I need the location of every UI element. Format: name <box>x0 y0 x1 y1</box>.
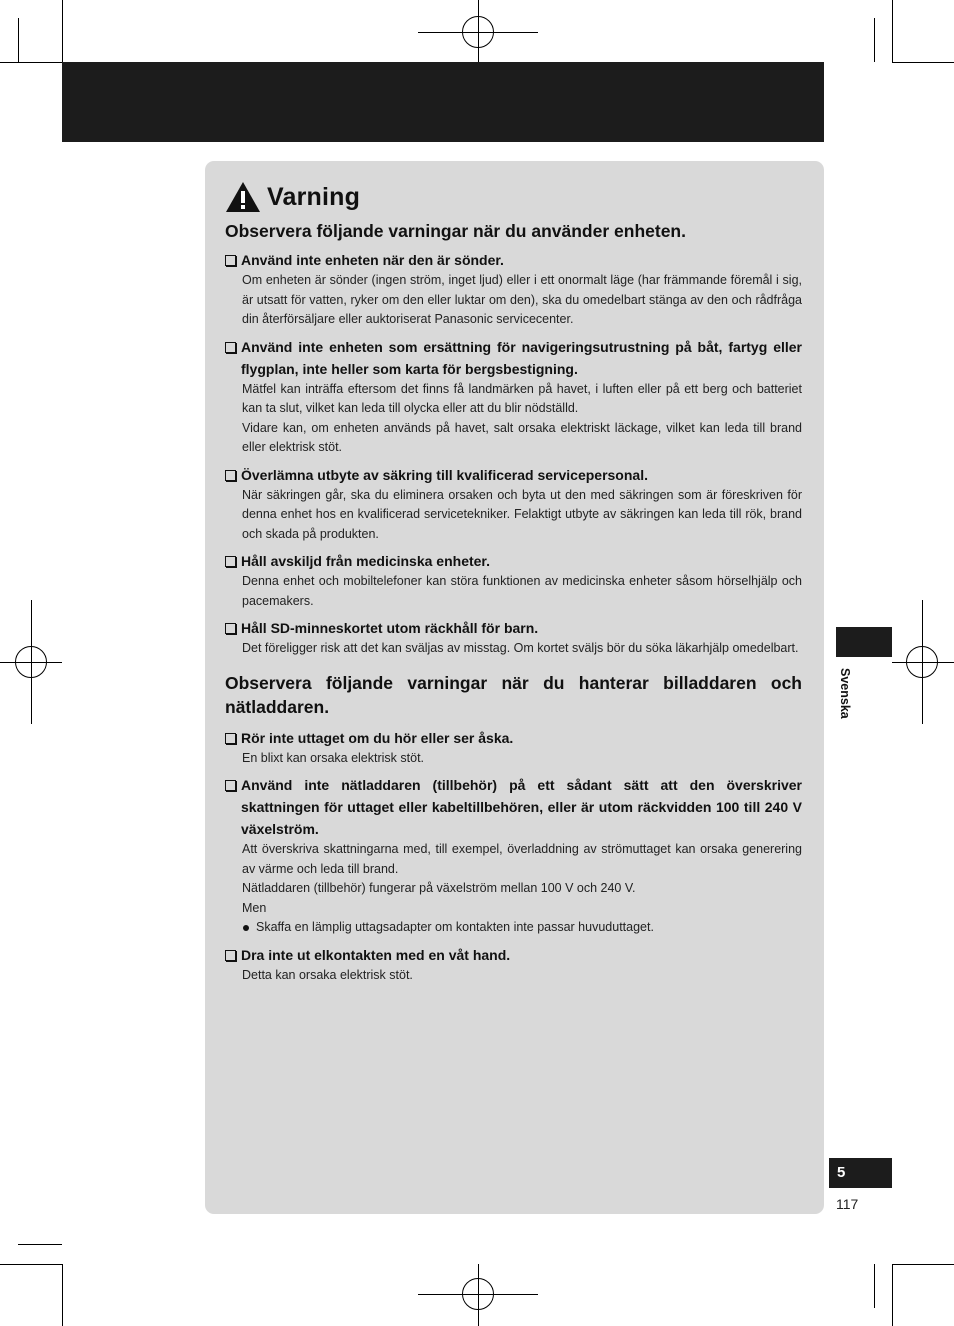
item-heading: Använd inte enheten när den är sönder. <box>241 252 504 268</box>
registration-circle <box>462 16 494 48</box>
item-heading: Håll avskiljd från medicinska enheter. <box>241 553 490 569</box>
bullet-dot-icon <box>243 925 249 931</box>
section-heading: Observera följande varningar när du hanterar billaddaren och nätladdaren. <box>225 672 802 717</box>
item-heading: Håll SD-minneskortet utom räckhåll för barn. <box>241 620 539 636</box>
warning-item <box>225 944 802 986</box>
item-heading: Rör inte uttaget om du hör eller ser åska. <box>241 729 514 746</box>
chapter-number: 5 <box>829 1158 892 1188</box>
checkbox-square-icon <box>225 556 236 567</box>
item-text: Om enheten är sönder (ingen ström, inget ljud) eller i ett onormalt läge (har främmande föremål i sig, är utsatt för vatten, ryker om den eller luktar om den), ska du omedelbart stänga av den och rådfråga din återförsäljare eller auktoriserat Panasonic servicecenter. <box>242 273 802 326</box>
item-heading: Använd inte enheten som ersättning för navigeringsutrustning på båt, fartyg eller flygplan, inte heller som karta för bergsbestigning. <box>241 338 802 377</box>
crop-mark <box>62 1264 63 1326</box>
crop-mark <box>0 62 62 63</box>
warning-item <box>225 774 802 938</box>
item-text: Detta kan orsaka elektrisk stöt. <box>242 967 413 982</box>
warning-item <box>225 464 802 545</box>
crop-mark <box>874 18 875 62</box>
item-text: Mätfel kan inträffa eftersom det finns få landmärken på havet, i luften eller på ett berg och batteriet kan ta slut, vilket kan leda till olycka eller att du blir nödställd. <box>242 381 802 415</box>
crop-mark <box>892 0 893 62</box>
checkbox-square-icon <box>225 780 236 791</box>
header-bar <box>62 62 824 142</box>
warning-content <box>225 179 802 991</box>
language-tab <box>836 627 892 657</box>
crop-mark <box>892 1264 954 1265</box>
item-text: Vidare kan, om enheten används på havet, salt orsaka elektriskt läckage, vilket kan leda till brand eller elektrisk stöt. <box>242 420 802 454</box>
registration-circle <box>15 646 47 678</box>
checkbox-square-icon <box>225 733 236 744</box>
checkbox-square-icon <box>225 470 236 481</box>
warning-triangle-icon <box>225 181 261 213</box>
warning-title-text: Varning <box>267 182 361 211</box>
item-text: Men <box>242 900 267 915</box>
item-text: Denna enhet och mobiltelefoner kan störa funktionen av medicinska enheter såsom hörselhjälp och pacemakers. <box>242 574 802 608</box>
crop-mark <box>62 0 63 62</box>
crop-mark <box>18 18 19 62</box>
item-heading: Använd inte nätladdaren (tillbehör) på ett sådant sätt att den överskriver skattningen för uttaget eller kabeltillbehören, eller är utom räckvidden 100 till 240 V växelström. <box>241 777 802 837</box>
warning-panel <box>205 161 824 1214</box>
bullet-item <box>242 918 802 938</box>
checkbox-square-icon <box>225 255 236 266</box>
item-heading: Överlämna utbyte av säkring till kvalificerad servicepersonal. <box>241 466 648 483</box>
checkbox-square-icon <box>225 342 236 353</box>
item-text: Det föreligger risk att det kan sväljas av misstag. Om kortet sväljs bör du söka läkarhjälp omedelbart. <box>242 641 799 655</box>
crop-mark <box>892 1264 893 1326</box>
crop-mark <box>18 1244 62 1245</box>
language-label: Svenska <box>838 668 852 719</box>
warning-item <box>225 249 802 330</box>
checkbox-square-icon <box>225 623 236 634</box>
crop-mark <box>0 1264 62 1265</box>
item-text: Nätladdaren (tillbehör) fungerar på växelström mellan 100 V och 240 V. <box>242 881 636 895</box>
crop-mark <box>892 62 954 63</box>
registration-circle <box>906 646 938 678</box>
warning-item <box>225 617 802 659</box>
item-text: När säkringen går, ska du eliminera orsaken och byta ut den med säkringen som är föreskriven för denna enhet hos en kvalificerad servicetekniker. Felaktigt utbyte av säkringen kan leda till rök, brand och skada på produkten. <box>242 487 802 541</box>
bullet-text: Skaffa en lämplig uttagsadapter om kontakten inte passar huvuduttaget. <box>256 920 654 934</box>
warning-title <box>225 179 802 215</box>
warning-item <box>225 727 802 769</box>
item-heading: Dra inte ut elkontakten med en våt hand. <box>241 946 511 963</box>
item-text: En blixt kan orsaka elektrisk stöt. <box>242 750 425 765</box>
warning-item <box>225 550 802 611</box>
item-text: Att överskriva skattningarna med, till exempel, överladdning av strömuttaget kan orsaka generering av värme och leda till brand. <box>242 842 802 876</box>
section-heading: Observera följande varningar när du använder enheten. <box>225 221 686 241</box>
registration-circle <box>462 1278 494 1310</box>
page-number: 117 <box>836 1196 859 1212</box>
checkbox-square-icon <box>225 950 236 961</box>
crop-mark <box>874 1264 875 1308</box>
warning-item <box>225 336 802 458</box>
